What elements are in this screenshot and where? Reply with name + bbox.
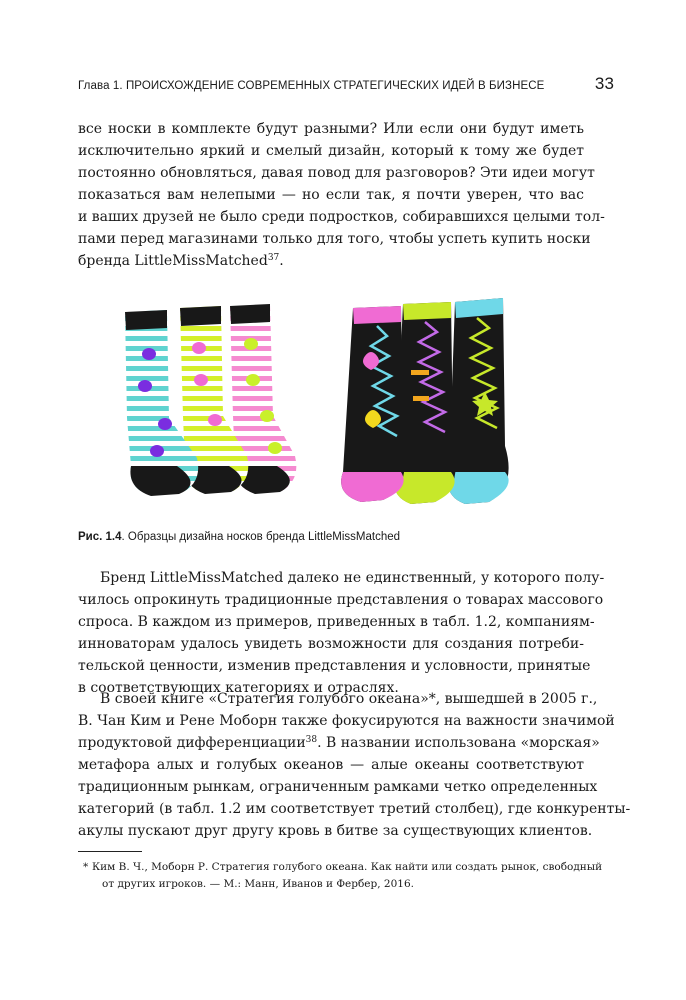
- text-line: в соответствующих категориях и отраслях.: [78, 680, 399, 696]
- text-fragment: продуктовой дифференциации: [78, 735, 306, 751]
- footnote-line: Ким В. Ч., Моборн Р. Стратегия голубого океана. Как найти или создать рынок, свободный: [92, 861, 603, 873]
- paragraph-3: [78, 688, 631, 842]
- text-line: чилось опрокинуть традиционные представления о товарах массового: [78, 592, 604, 608]
- figure-caption: [78, 531, 584, 543]
- text-line: исключительно яркий и смелый дизайн, который к тому же будет: [78, 143, 584, 159]
- lace-socks: [341, 298, 508, 504]
- caption-label: Рис. 1.4: [78, 531, 122, 543]
- text-line: В. Чан Ким и Рене Моборн также фокусируются на важности значимой: [78, 713, 615, 729]
- text-fragment: бренда LittleMissMatched: [78, 253, 268, 269]
- text-line: Бренд LittleMissMatched далеко не единственный, у которого полу-: [100, 570, 605, 586]
- text-line: тельской ценности, изменив представления и условности, принятые: [78, 658, 591, 674]
- paragraph-1: [78, 118, 605, 272]
- text-line: показаться вам нелепыми — но если так, я почти уверен, что вас: [78, 187, 584, 203]
- footnote: [83, 859, 603, 893]
- caption-text: . Образцы дизайна носков бренда LittleMissMatched: [121, 531, 401, 543]
- text-line: традиционным рынкам, ограниченным рамками четко определенных: [78, 779, 598, 795]
- text-line: В своей книге «Стратегия голубого океана»*, вышедшей в 2005 г.,: [100, 691, 598, 707]
- text-line: все носки в комплекте будут разными? Или если они будут иметь: [78, 121, 584, 137]
- page-number: 33: [594, 74, 614, 93]
- footnote-mark: *: [83, 861, 89, 873]
- text-line: акулы пускают друг другу кровь в битве за существующих клиентов.: [78, 823, 593, 839]
- running-header: [78, 74, 614, 98]
- ladybug-socks: [125, 304, 296, 496]
- endnote-ref: 37: [267, 253, 280, 263]
- text-line: категорий (в табл. 1.2 им соответствует третий столбец), где конкуренты-: [78, 801, 631, 817]
- text-fragment: .: [279, 253, 284, 269]
- text-line: пами перед магазинами только для того, чтобы успеть купить носки: [78, 231, 591, 247]
- text-line: [78, 250, 584, 272]
- text-line: метафора алых и голубых океанов — алые океаны соответствуют: [78, 757, 584, 773]
- text-line: постоянно обновляться, давая повод для разговоров? Эти идеи могут: [78, 165, 595, 181]
- footnote-divider: [78, 851, 142, 852]
- text-line: [78, 732, 600, 754]
- text-line: спроса. В каждом из примеров, приведенных в табл. 1.2, компаниям-: [78, 614, 595, 630]
- footnote-line: от других игроков. — М.: Манн, Иванов и Фербер, 2016.: [102, 878, 414, 890]
- text-line: инноваторам удалось увидеть возможности для создания потреби-: [78, 636, 584, 652]
- figure-socks-image: [105, 296, 565, 510]
- text-fragment: . В названии использована «морская»: [317, 735, 600, 751]
- chapter-title: Глава 1. ПРОИСХОЖДЕНИЕ СОВРЕМЕННЫХ СТРАТЕГИЧЕСКИХ ИДЕЙ В БИЗНЕСЕ: [78, 80, 545, 92]
- endnote-ref: 38: [305, 735, 318, 745]
- socks-illustration: [105, 296, 565, 510]
- text-line: и ваших друзей не было среди подростков, собиравшихся целыми тол-: [78, 209, 605, 225]
